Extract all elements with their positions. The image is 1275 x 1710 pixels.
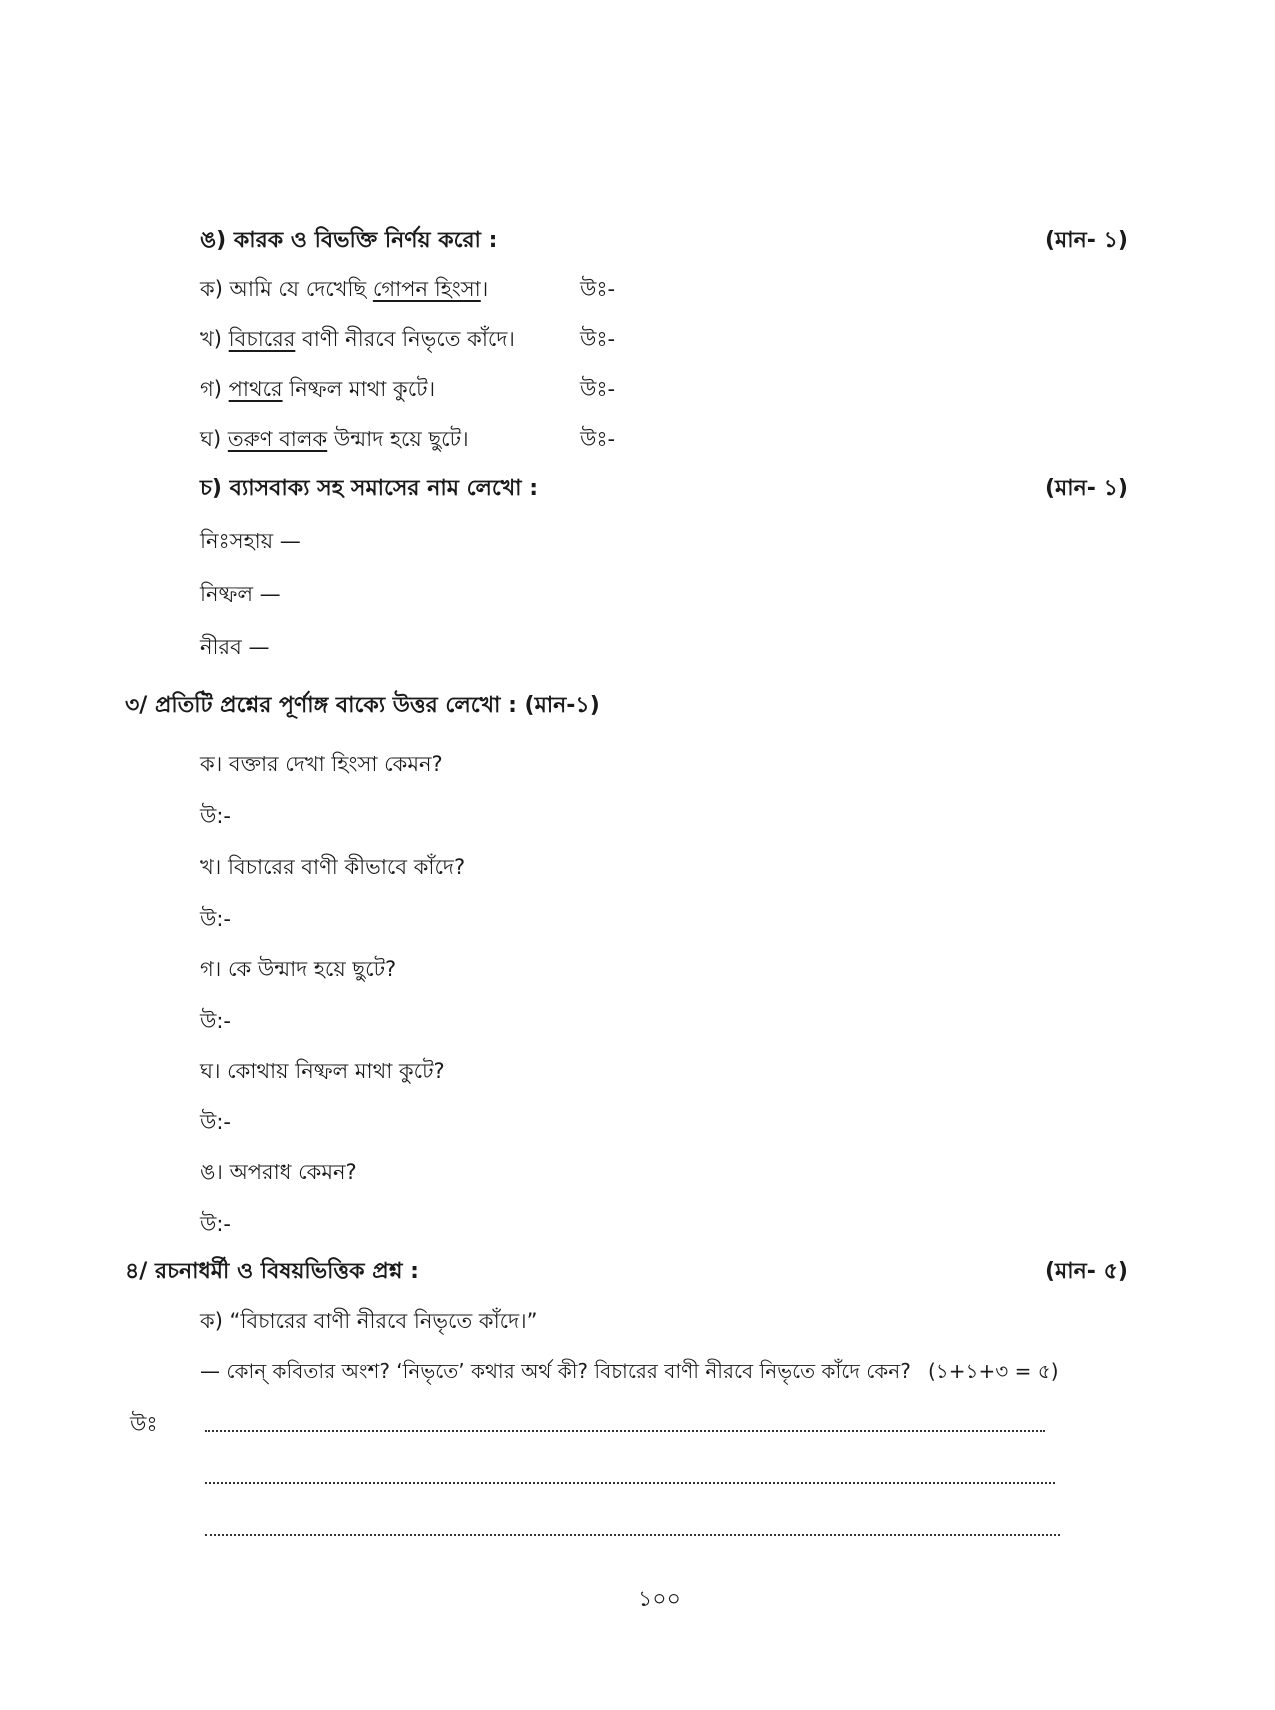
case-item-1-answer[interactable]: উঃ- <box>580 277 616 301</box>
case-item-4-underlined: তরুণ বালক <box>227 427 328 451</box>
answer-line-3[interactable] <box>205 1534 1060 1536</box>
case-item-2-end: বাণী নীরবে নিভৃতে কাঁদে। <box>295 327 515 351</box>
essay-marks-breakdown: (১+১+৩ = ৫) <box>928 1359 1059 1383</box>
short-answer-5[interactable]: উ:- <box>200 1212 232 1236</box>
answer-line-2[interactable] <box>205 1482 1055 1484</box>
case-item-1 <box>200 275 488 303</box>
compound-item-2[interactable]: নিষ্ফল — <box>200 582 281 606</box>
short-question-3: গ। কে উন্মাদ হয়ে ছুটে? <box>200 957 397 981</box>
case-item-1-end: । <box>480 277 489 301</box>
section-3-heading: ৩/ প্রতিটি প্রশ্নের পূর্ণাঙ্গ বাক্যে উত্তর লেখো : (মান-১) <box>125 693 600 718</box>
essay-answer-label: উঃ <box>130 1412 158 1436</box>
section-4-marks: (মান- ৫) <box>1045 1259 1128 1284</box>
case-item-3-end: নিষ্ফল মাথা কুটে। <box>282 377 436 401</box>
section-4-heading: ৪/ রচনাধর্মী ও বিষয়ভিত্তিক প্রশ্ন : <box>125 1259 419 1284</box>
case-item-4-end: উন্মাদ হয়ে ছুটে। <box>327 427 469 451</box>
section-6-marks: (মান- ১) <box>1045 228 1128 253</box>
case-item-3-text: গ) <box>200 377 229 401</box>
short-question-5: ঙ। অপরাধ কেমন? <box>200 1160 357 1184</box>
compound-item-1[interactable]: নিঃসহায় — <box>200 529 301 553</box>
case-item-4-answer[interactable]: উঃ- <box>580 427 616 451</box>
essay-quote: ক) “বিচারের বাণী নীরবে নিভৃতে কাঁদে।” <box>200 1309 538 1333</box>
case-item-4 <box>200 425 469 453</box>
short-answer-2[interactable]: উ:- <box>200 907 232 931</box>
section-cha-marks: (মান- ১) <box>1045 476 1128 501</box>
section-6-heading: ঙ) কারক ও বিভক্তি নির্ণয় করো : <box>200 228 498 253</box>
short-question-1: ক। বক্তার দেখা হিংসা কেমন? <box>200 752 443 776</box>
answer-line-1[interactable] <box>205 1430 1045 1432</box>
page-number: ১০০ <box>638 1587 681 1612</box>
short-question-2: খ। বিচারের বাণী কীভাবে কাঁদে? <box>200 855 466 879</box>
case-item-3-underlined: পাথরে <box>228 377 283 401</box>
short-answer-1[interactable]: উ:- <box>200 804 232 828</box>
case-item-2 <box>200 325 515 353</box>
short-answer-4[interactable]: উ:- <box>200 1110 232 1134</box>
case-item-2-text: খ) <box>200 327 229 351</box>
essay-question: — কোন্ কবিতার অংশ? ‘নিভৃতে’ কথার অর্থ কী? বিচারের বাণী নীরবে নিভৃতে কাঁদে কেন? <box>200 1359 911 1383</box>
section-cha-heading: চ) ব্যাসবাক্য সহ সমাসের নাম লেখো : <box>200 476 539 501</box>
case-item-2-answer[interactable]: উঃ- <box>580 327 616 351</box>
compound-item-3[interactable]: নীরব — <box>200 635 270 659</box>
case-item-2-underlined: বিচারের <box>228 327 296 351</box>
short-answer-3[interactable]: উ:- <box>200 1009 232 1033</box>
case-item-1-underlined: গোপন হিংসা <box>372 277 481 301</box>
case-item-4-text: ঘ) <box>200 427 228 451</box>
case-item-1-text: ক) আমি যে দেখেছি <box>200 277 373 301</box>
case-item-3-answer[interactable]: উঃ- <box>580 377 616 401</box>
case-item-3 <box>200 375 435 403</box>
short-question-4: ঘ। কোথায় নিষ্ফল মাথা কুটে? <box>200 1059 445 1083</box>
